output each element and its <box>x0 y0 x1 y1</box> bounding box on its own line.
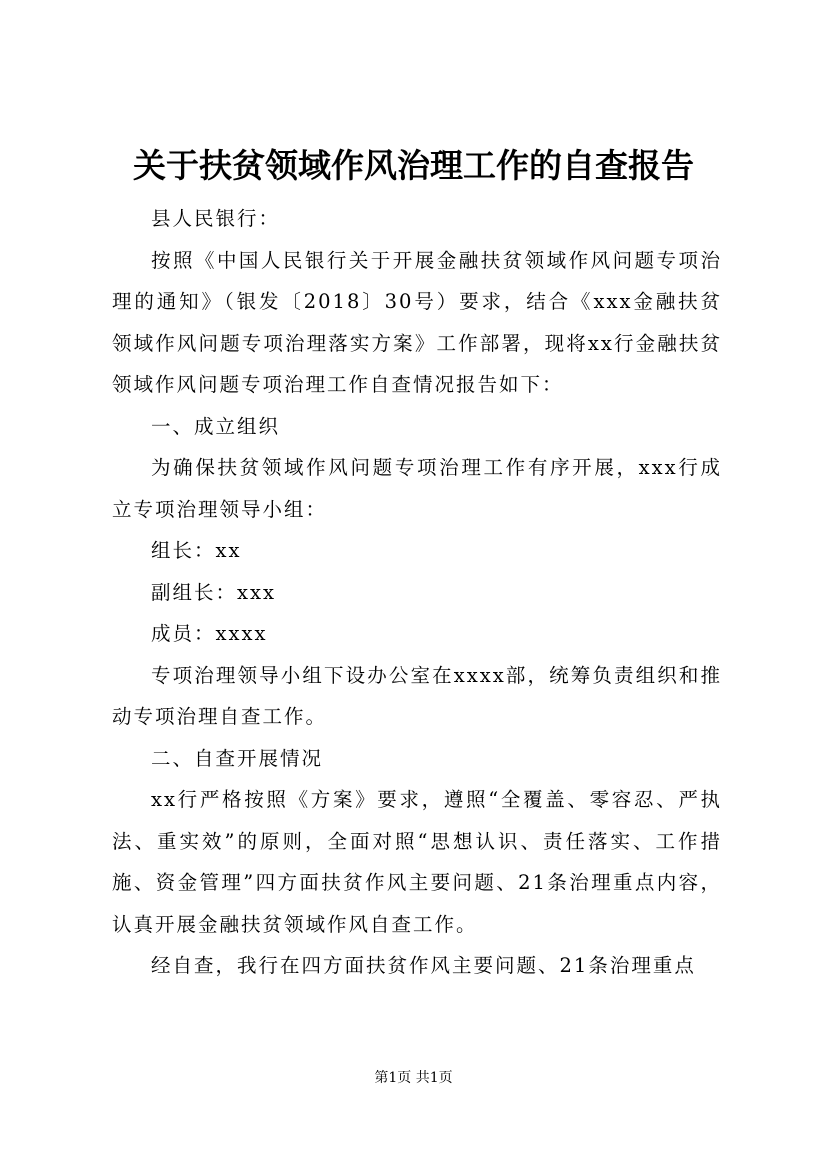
section-heading-1: 一、成立组织 <box>151 414 281 438</box>
team-members: 成员：xxxx <box>151 622 268 645</box>
paragraph-office: 专项治理领导小组下设办公室在xxxx部，统筹负责组织和推动专项治理自查工作。 <box>112 663 722 728</box>
paragraph-findings: 经自查，我行在四方面扶贫作风主要问题、21条治理重点 <box>151 954 696 977</box>
document-title: 关于扶贫领域作风治理工作的自查报告 <box>133 146 694 185</box>
paragraph-organization: 为确保扶贫领域作风问题专项治理工作有序开展，xxx行成立专项治理领导小组： <box>112 456 722 521</box>
document-body <box>112 198 722 987</box>
page-number-footer: 第1页 共1页 <box>374 1070 453 1086</box>
salutation: 县人民银行： <box>151 207 281 230</box>
team-deputy-leader: 副组长：xxx <box>151 580 276 604</box>
section-heading-2: 二、自查开展情况 <box>151 746 324 770</box>
paragraph-intro: 按照《中国人民银行关于开展金融扶贫领域作风问题专项治理的通知》（银发〔2018〕30号）要求，结合《xxx金融扶贫领域作风问题专项治理落实方案》工作部署，现将xx行金融扶贫领域作风问题专项治理工作自查情况报告如下： <box>112 248 722 396</box>
paragraph-self-check: xx行严格按照《方案》要求，遵照“全覆盖、零容忍、严执法、重实效”的原则，全面对照“思想认识、责任落实、工作措施、资金管理”四方面扶贫作风主要问题、21条治理重点内容，认真开展金融扶贫领域作风自查工作。 <box>112 788 722 936</box>
team-leader: 组长：xx <box>151 539 242 562</box>
